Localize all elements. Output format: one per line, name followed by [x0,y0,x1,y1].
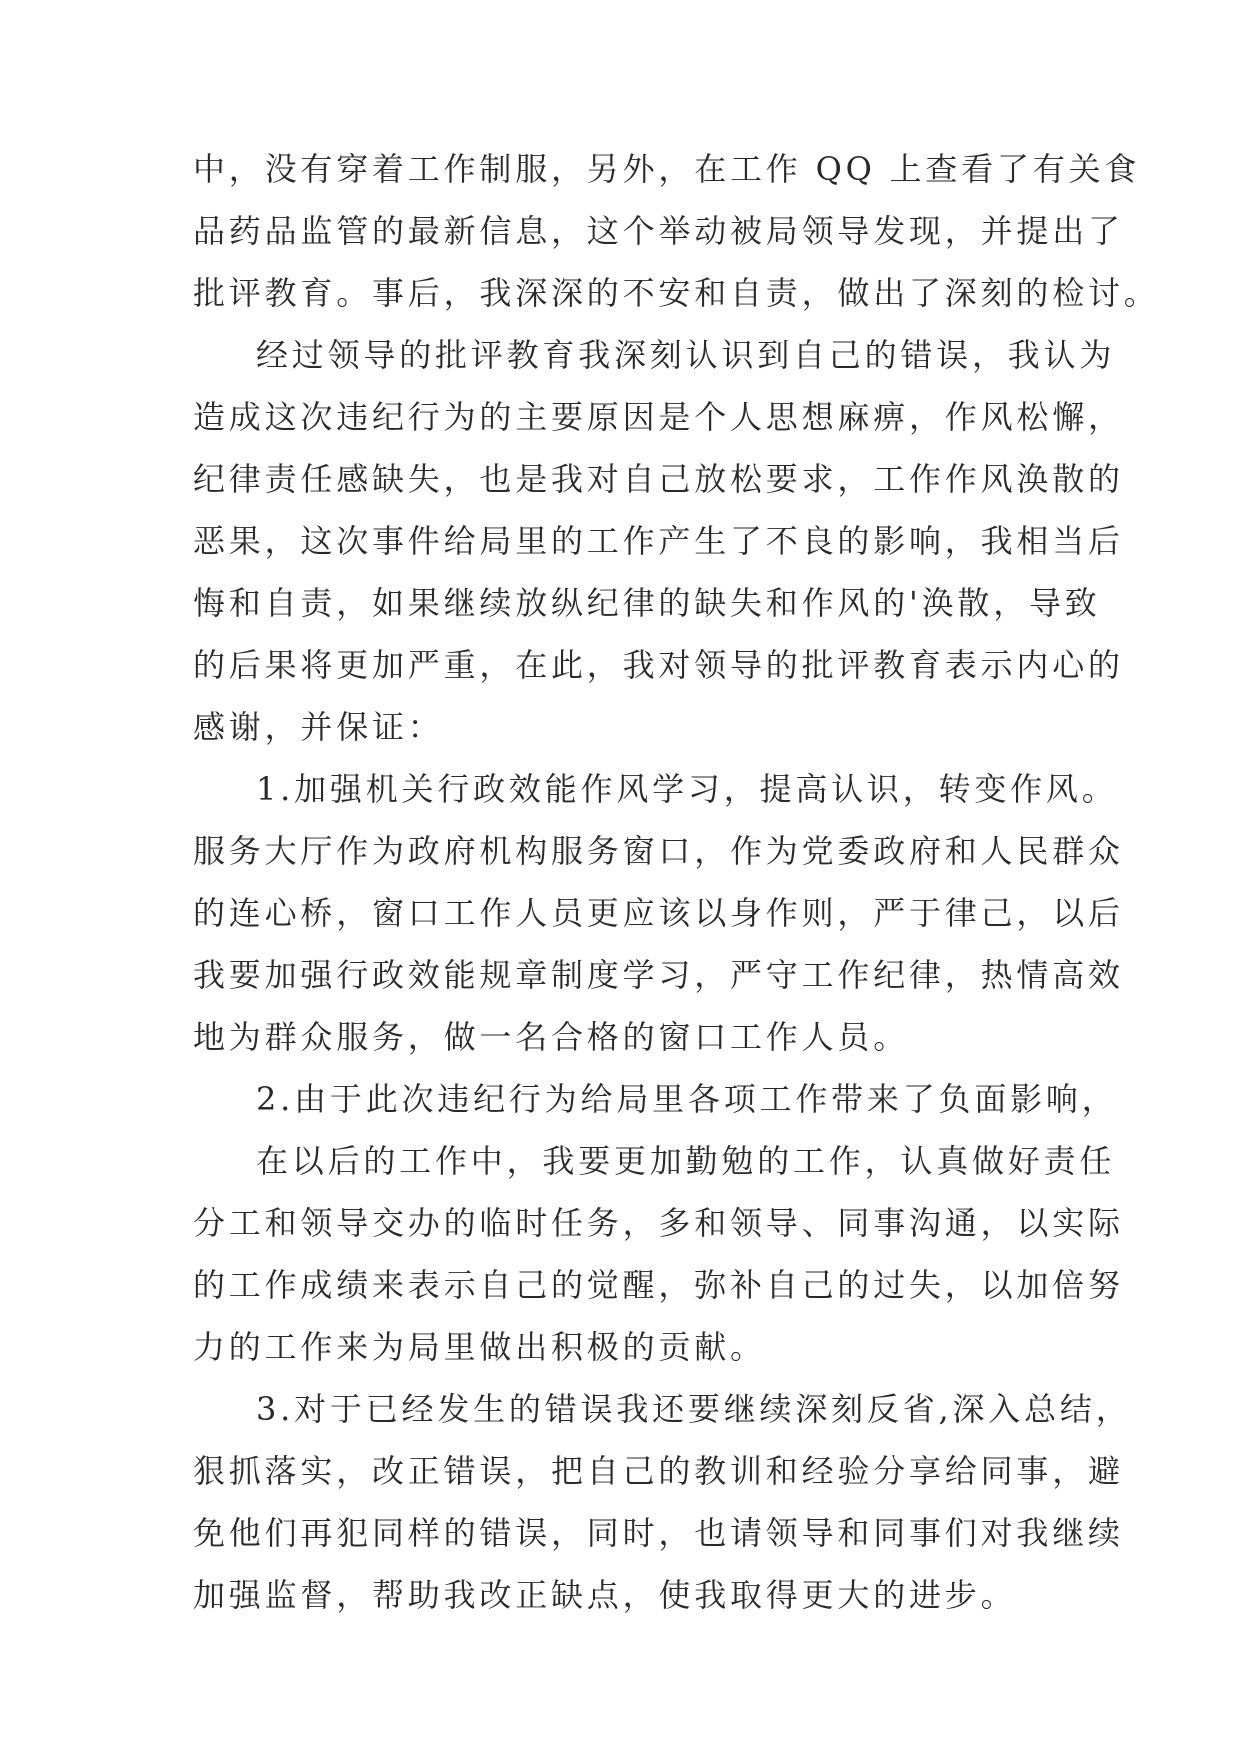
text-line: 3.对于已经发生的错误我还要继续深刻反省,深入总结， [256,1390,1132,1428]
text-line: 的连心桥，窗口工作人员更应该以身作则，严于律己，以后 [193,894,1124,932]
text-line: 服务大厅作为政府机构服务窗口，作为党委政府和人民群众 [193,832,1124,870]
text-line: 的后果将更加严重，在此，我对领导的批评教育表示内心的 [193,646,1124,684]
text-line: 造成这次违纪行为的主要原因是个人思想麻痹，作风松懈， [193,398,1124,436]
text-line: 感谢，并保证： [193,708,444,746]
text-line: 悔和自责，如果继续放纵纪律的缺失和作风的'涣散，导致 [193,584,1101,622]
text-line: 品药品监管的最新信息，这个举动被局领导发现，并提出了 [193,212,1124,250]
text-line: 力的工作来为局里做出积极的贡献。 [193,1328,766,1366]
text-line: 2.由于此次违纪行为给局里各项工作带来了负面影响， [256,1080,1118,1118]
text-line: 在以后的工作中，我要更加勤勉的工作，认真做好责任 [256,1142,1116,1180]
text-line: 分工和领导交办的临时任务，多和领导、同事沟通，以实际 [193,1204,1124,1242]
text-line: 批评教育。事后，我深深的不安和自责，做出了深刻的检讨。 [193,274,1160,312]
text-line: 经过领导的批评教育我深刻认识到自己的错误，我认为 [256,336,1116,374]
text-line: 我要加强行政效能规章制度学习，严守工作纪律，热情高效 [193,956,1124,994]
text-line: 免他们再犯同样的错误，同时，也请领导和同事们对我继续 [193,1514,1124,1552]
text-line: 的工作成绩来表示自己的觉醒，弥补自己的过失，以加倍努 [193,1266,1124,1304]
text-line: 加强监督，帮助我改正缺点，使我取得更大的进步。 [193,1576,1017,1614]
text-line: 中，没有穿着工作制服，另外，在工作 QQ 上查看了有关食 [193,150,1141,188]
text-line: 狠抓落实，改正错误，把自己的教训和经验分享给同事，避 [193,1452,1124,1490]
text-line: 恶果，这次事件给局里的工作产生了不良的影响，我相当后 [193,522,1124,560]
text-line: 地为群众服务，做一名合格的窗口工作人员。 [193,1018,910,1056]
text-line: 1.加强机关行政效能作风学习，提高认识，转变作风。 [256,770,1118,808]
text-line: 纪律责任感缺失，也是我对自己放松要求，工作作风涣散的 [193,460,1124,498]
